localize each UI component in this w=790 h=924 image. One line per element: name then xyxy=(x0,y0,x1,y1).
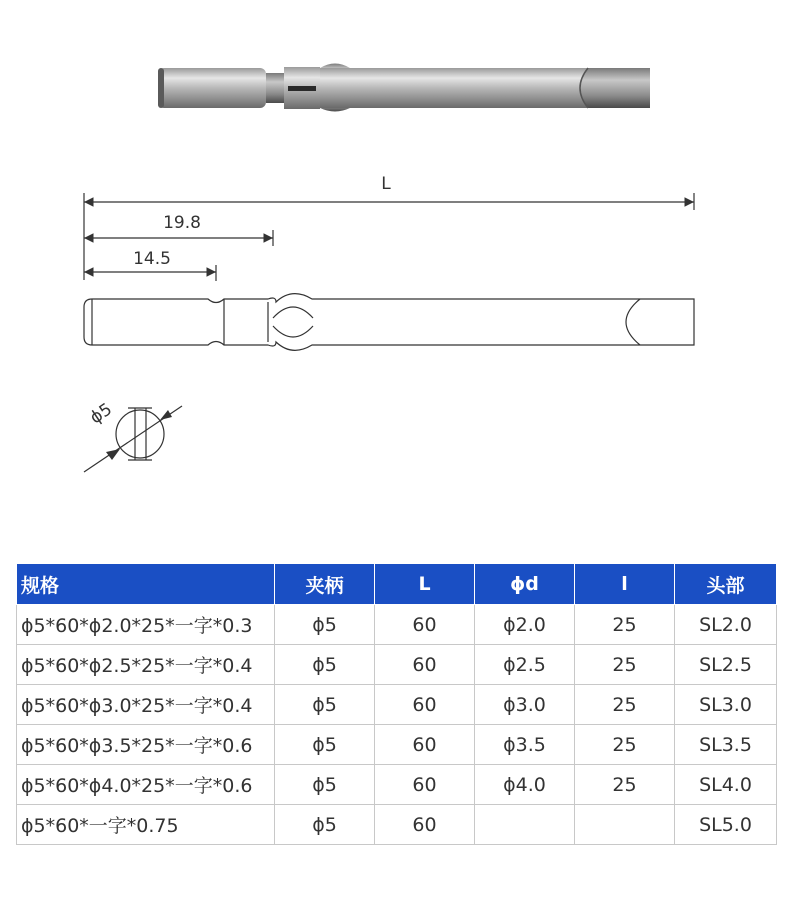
bit-outline xyxy=(84,294,694,351)
cell-shank: ϕ5 xyxy=(275,725,375,765)
cell-head: SL2.5 xyxy=(675,645,777,685)
cell-spec: ϕ5*60*ϕ4.0*25*一字*0.6 xyxy=(17,765,275,805)
table-row xyxy=(17,765,777,805)
table-row xyxy=(17,685,777,725)
cell-head: SL3.0 xyxy=(675,685,777,725)
dim-label-L: L xyxy=(381,174,391,194)
table-header-row xyxy=(17,564,777,605)
header-shank: 夹柄 xyxy=(275,564,375,605)
table-row xyxy=(17,725,777,765)
cell-spec: ϕ5*60*ϕ2.5*25*一字*0.4 xyxy=(17,645,275,685)
bit-groove xyxy=(266,73,284,103)
bit-tip xyxy=(580,68,650,108)
header-length: L xyxy=(375,564,475,605)
cell-spec: ϕ5*60*ϕ3.5*25*一字*0.6 xyxy=(17,725,275,765)
header-diameter: ϕd xyxy=(475,564,575,605)
diameter-label: ϕ5 xyxy=(86,399,116,429)
cell-spec: ϕ5*60*ϕ3.0*25*一字*0.4 xyxy=(17,685,275,725)
cell-head: SL4.0 xyxy=(675,765,777,805)
cell-l: 25 xyxy=(575,725,675,765)
cell-head: SL2.0 xyxy=(675,605,777,645)
header-head: 头部 xyxy=(675,564,777,605)
cell-l: 25 xyxy=(575,645,675,685)
cell-length: 60 xyxy=(375,805,475,845)
cell-head: SL5.0 xyxy=(675,805,777,845)
cell-l: 25 xyxy=(575,685,675,725)
dim-label-19-8: 19.8 xyxy=(163,213,201,233)
table-row xyxy=(17,645,777,685)
cell-diameter: ϕ2.5 xyxy=(475,645,575,685)
cell-shank: ϕ5 xyxy=(275,685,375,725)
cell-l xyxy=(575,805,675,845)
cell-length: 60 xyxy=(375,765,475,805)
cell-length: 60 xyxy=(375,725,475,765)
cell-diameter: ϕ4.0 xyxy=(475,765,575,805)
header-spec: 规格 xyxy=(17,564,275,605)
cell-length: 60 xyxy=(375,685,475,725)
cell-l: 25 xyxy=(575,605,675,645)
cell-shank: ϕ5 xyxy=(275,645,375,685)
technical-drawing xyxy=(0,160,790,490)
cell-shank: ϕ5 xyxy=(275,765,375,805)
cell-spec: ϕ5*60*一字*0.75 xyxy=(17,805,275,845)
cell-diameter xyxy=(475,805,575,845)
cell-shank: ϕ5 xyxy=(275,805,375,845)
cell-diameter: ϕ2.0 xyxy=(475,605,575,645)
dim-label-14-5: 14.5 xyxy=(133,249,171,269)
spec-table xyxy=(16,563,777,845)
cell-spec: ϕ5*60*ϕ2.0*25*一字*0.3 xyxy=(17,605,275,645)
cell-diameter: ϕ3.0 xyxy=(475,685,575,725)
bit-shank xyxy=(158,68,266,108)
table-row xyxy=(17,805,777,845)
cell-length: 60 xyxy=(375,605,475,645)
cell-head: SL3.5 xyxy=(675,725,777,765)
cell-length: 60 xyxy=(375,645,475,685)
bit-tip-outline xyxy=(626,299,640,345)
cell-diameter: ϕ3.5 xyxy=(475,725,575,765)
table-row xyxy=(17,605,777,645)
cell-shank: ϕ5 xyxy=(275,605,375,645)
product-photo xyxy=(150,55,660,115)
header-l: l xyxy=(575,564,675,605)
cell-l: 25 xyxy=(575,765,675,805)
